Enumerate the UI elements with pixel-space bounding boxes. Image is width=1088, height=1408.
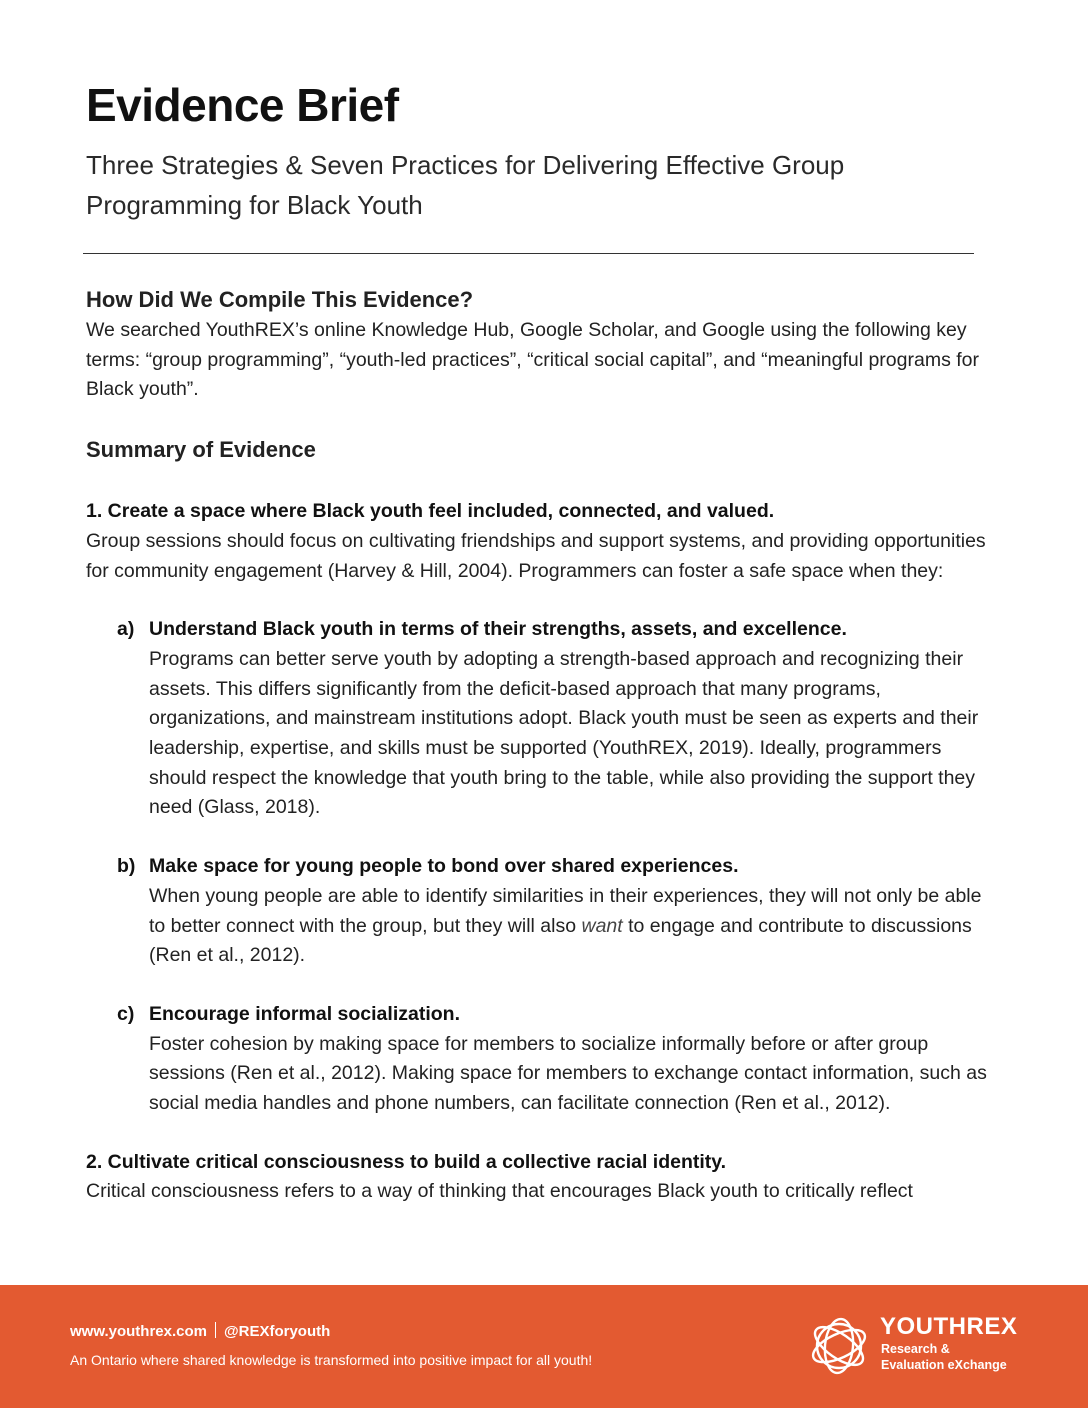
footer-contact: [70, 1322, 330, 1340]
practice-a-title: Understand Black youth in terms of their strengths, assets, and excellence.: [149, 618, 847, 641]
practice-b-letter: b): [117, 855, 136, 878]
footer-separator: [215, 1322, 216, 1338]
practice-c-title: Encourage informal socialization.: [149, 1002, 460, 1025]
main-content: [86, 284, 1001, 1207]
strategy-1-body: Group sessions should focus on cultivating friendships and support systems, and providing opportunities for community engagement (Harvey & Hill, 2004). Programmers can foster a safe space when they:: [86, 529, 986, 582]
practice-b-emphasis: want: [581, 914, 623, 937]
strategy-1-title: 1. Create a space where Black youth feel included, connected, and valued.: [86, 500, 775, 523]
logo-wordmark: YOUTHREX: [880, 1313, 1018, 1340]
document-title: Evidence Brief: [86, 79, 399, 131]
title-divider: [83, 253, 974, 254]
practice-a-letter: a): [117, 618, 135, 641]
practice-b-body-start: When young people are able to identify similarities in their experiences, they will not only be able to better connect with the group, but they will also: [149, 884, 982, 937]
practice-b-body: [149, 882, 1001, 971]
practice-b: [86, 852, 1001, 971]
compile-body: We searched YouthREX’s online Knowledge Hub, Google Scholar, and Google using the following key terms: “group programming”, “youth-led practices”, “critical social capital”, and “meaningful programs for Black youth”.: [86, 319, 979, 401]
footer-tagline: An Ontario where shared knowledge is transformed into positive impact for all youth!: [70, 1352, 593, 1368]
practice-a: [86, 615, 1001, 823]
practice-b-title: Make space for young people to bond over shared experiences.: [149, 855, 739, 878]
practice-c-body: Foster cohesion by making space for members to socialize informally before or after group sessions (Ren et al., 2012). Making space for members to exchange contact information, such as social media handles and phone numbers, can facilitate connection (Ren et al., 2012).: [149, 1032, 987, 1115]
logo-subtitle-line-1: Research &: [881, 1342, 950, 1356]
practice-c-letter: c): [117, 1002, 135, 1025]
practice-b-body-end: to engage and contribute to discussions (Ren et al., 2012).: [149, 914, 972, 967]
compile-heading: How Did We Compile This Evidence?: [86, 287, 474, 312]
footer-band: [0, 1285, 1088, 1408]
strategy-2-body: Critical consciousness refers to a way of thinking that encourages Black youth to critically reflect: [86, 1180, 913, 1203]
logo-subtitle: [881, 1341, 1031, 1373]
website-link[interactable]: www.youthrex.com: [70, 1323, 207, 1340]
practice-c: [86, 1000, 1001, 1119]
strategy-2-title: 2. Cultivate critical consciousness to build a collective racial identity.: [86, 1150, 727, 1173]
summary-heading: Summary of Evidence: [86, 437, 316, 463]
social-handle-link[interactable]: @REXforyouth: [223, 1323, 331, 1340]
globe-orbit-icon: [806, 1313, 872, 1379]
document-subtitle: Three Strategies & Seven Practices for Delivering Effective Group Programming for Black Youth: [86, 150, 845, 220]
logo-subtitle-line-2: Evaluation eXchange: [881, 1358, 1007, 1372]
practice-a-body: Programs can better serve youth by adopting a strength-based approach and recognizing their assets. This differs significantly from the deficit-based approach that many programs, organizations, and mainstream institutions adopt. Black youth must be seen as experts and their leadership, expertise, and skills must be supported (YouthREX, 2019). Ideally, programmers should respect the knowledge that youth bring to the table, while also providing the support they need (Glass, 2018).: [149, 647, 979, 819]
